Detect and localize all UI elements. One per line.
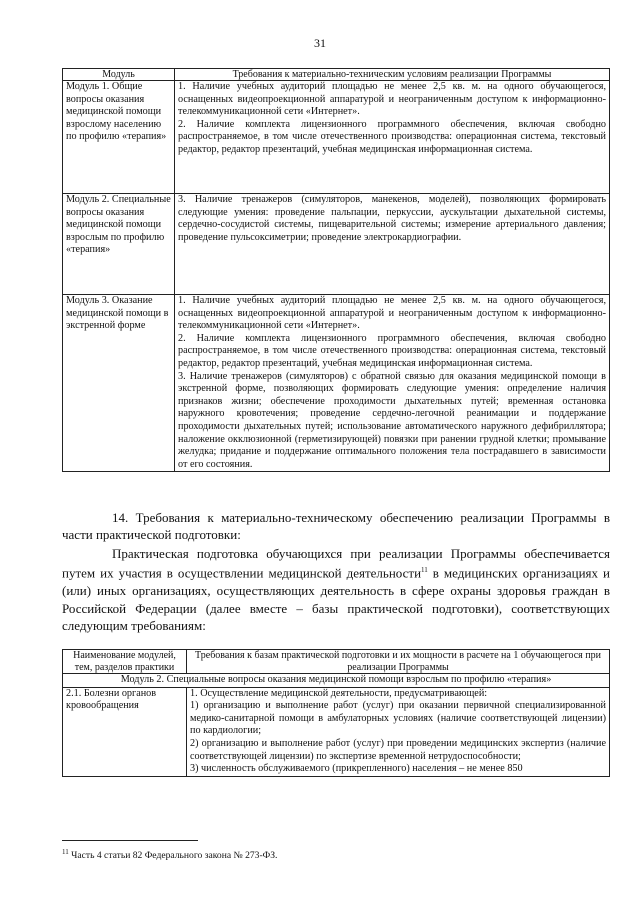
module-span-cell: Модуль 2. Специальные вопросы оказания медицинской помощи взрослым по профилю «терапия» xyxy=(63,674,610,688)
table-header-row xyxy=(63,69,610,81)
footnote-text: Часть 4 статьи 82 Федерального закона № 273-ФЗ. xyxy=(68,850,278,862)
table-row xyxy=(63,295,610,472)
requirement-item: 1. Наличие учебных аудиторий площадью не менее 2,5 кв. м. на одного обучающегося, оснащенных видеопроекционной аппаратурой и неограниченным доступом к информационно-телекоммуникационной сети «Интернет». xyxy=(178,295,606,332)
requirement-item: 2. Наличие комплекта лицензионного программного обеспечения, включая свободно распространяемое, в том числе отечественного производства: операционная система, текстовый редактор, редактор презентаций, учебная медицинская информационная система. xyxy=(178,118,606,155)
header-requirements: Требования к материально-техническим условиям реализации Программы xyxy=(175,69,610,81)
module-span-row xyxy=(63,674,610,688)
module-cell: Модуль 1. Общие вопросы оказания медицинской помощи взрослому населению по профилю «терапия» xyxy=(63,81,175,194)
topic-cell: 2.1. Болезни органов кровообращения xyxy=(63,687,187,776)
table-header-row xyxy=(63,650,610,674)
requirements-cell xyxy=(175,81,610,194)
table-row xyxy=(63,81,610,194)
requirement-item: 3. Наличие тренажеров (симуляторов, манекенов, моделей), позволяющих формировать следующие умения: проведение пальпации, перкуссии, аускультации дыхательной системы, сердечно-сосудистой системы, пищеварительной системы; измерение артериального давления; проведение пульсоксиметрии; проведение электрокардиографии. xyxy=(178,194,606,243)
requirement-item: 3. Наличие тренажеров (симуляторов) с обратной связью для оказания медицинской помощи в экстренной форме, позволяющих формировать следующие умения: определение наличия признаков жизни; обеспечение проходимости дыхательных путей; временная остановка наружного кровотечения; проведение сердечно-легочной реанимации и поддержание проходимости дыхательных путей; использование автоматического наружного дефибриллятора; наложение окклюзионной (герметизирующей) повязки при ранении грудной клетки; промывание желудка; придание и поддержание оптимального положения тела пострадавшего в зависимости от его состояния. xyxy=(178,370,606,470)
section-14-heading xyxy=(62,509,610,544)
requirements-cell xyxy=(175,194,610,295)
requirements-cell xyxy=(187,687,610,776)
material-conditions-table xyxy=(62,68,610,472)
requirement-item: 3) численность обслуживаемого (прикрепленного) населения – не менее 850 xyxy=(190,763,523,775)
requirements-cell xyxy=(175,295,610,472)
requirement-item: 1. Осуществление медицинской деятельности, предусматривающей: xyxy=(190,687,488,699)
header-module: Модуль xyxy=(63,69,175,81)
footnote xyxy=(62,848,277,861)
requirement-item: 1. Наличие учебных аудиторий площадью не менее 2,5 кв. м. на одного обучающегося, оснащенных видеопроекционной аппаратурой и неограниченным доступом к информационно-телекоммуникационной сети «Интернет». xyxy=(178,81,606,118)
table-row xyxy=(63,687,610,776)
footnote-ref: 11 xyxy=(421,566,428,575)
footnote-marker: 11 xyxy=(62,848,69,856)
practice-paragraph xyxy=(62,545,610,634)
page-number: 31 xyxy=(314,36,326,50)
practice-bases-table xyxy=(62,649,610,777)
header-topic: Наименование модулей, тем, разделов практики xyxy=(63,650,187,674)
paragraph-text-continued: в медицинских организациях и (или) иных организациях, осуществляющих деятельность в сфере охраны здоровья граждан в Российской Федерации (далее вместе – базы практической подготовки), соответствующих следующим требованиям: xyxy=(62,565,610,633)
section-heading-text: 14. Требования к материально-техническому обеспечению реализации Программы в части практической подготовки: xyxy=(62,510,610,543)
footnote-divider xyxy=(62,840,198,841)
header-requirements: Требования к базам практической подготовки и их мощности в расчете на 1 обучающегося при реализации Программы xyxy=(187,650,610,674)
module-cell: Модуль 2. Специальные вопросы оказания медицинской помощи взрослым по профилю «терапия» xyxy=(63,194,175,295)
requirement-item: 2. Наличие комплекта лицензионного программного обеспечения, включая свободно распространяемое, в том числе отечественного производства: операционная система, текстовый редактор, редактор презентаций, учебная медицинская информационная система. xyxy=(178,332,606,369)
requirement-item: 1) организацию и выполнение работ (услуг) при оказании первичной специализированной медико-санитарной помощи в амбулаторных условиях (наличие соответствующей лицензии) по кардиологии; xyxy=(190,700,606,737)
module-cell: Модуль 3. Оказание медицинской помощи в экстренной форме xyxy=(63,295,175,472)
table-row xyxy=(63,194,610,295)
requirement-item: 2) организацию и выполнение работ (услуг) при проведении медицинских экспертиз (наличие соответствующей лицензии) по экспертизе временной нетрудоспособности; xyxy=(190,737,606,762)
paragraph-text: Практическая подготовка обучающихся при реализации Программы обеспечивается путем их участия в осуществлении медицинской деятельности xyxy=(62,546,610,581)
